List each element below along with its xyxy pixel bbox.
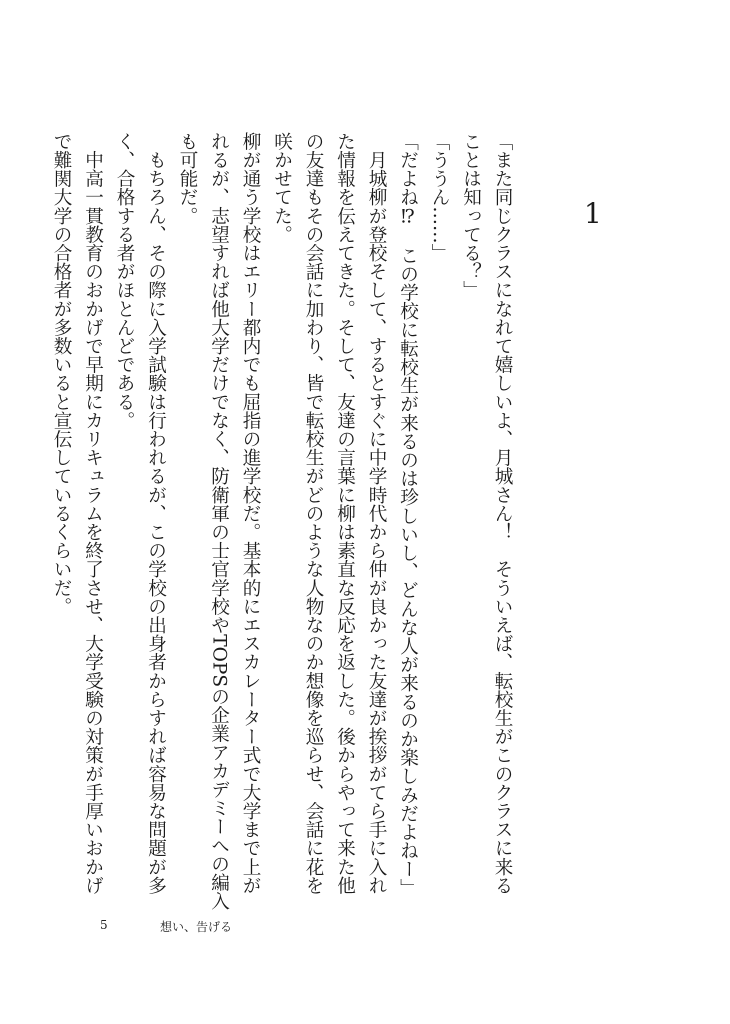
chapter-number: 1 xyxy=(584,197,602,230)
page-number: 5 xyxy=(100,918,108,932)
body-text xyxy=(46,132,519,912)
running-title: 想い、告げる xyxy=(160,920,233,934)
paragraph-2: 「ううん……」 xyxy=(429,132,450,263)
paragraph-6: もちろん、その際に入学試験は行われるが、この学校の出身者からすれば容易な問題が多く、合格する者がほとんどである。 xyxy=(114,132,167,895)
paragraph-1: 「また同じクラスになれて嬉しいよ、月城さん！ そういえば、転校生がこのクラスに来ることは知ってる？」 xyxy=(460,132,513,895)
paragraph-4: 月城柳が登校そして、するとすぐに中学時代から仲が良かった友達が挨拶がてら手に入れた情報を伝えてきた。そして、友達の言葉に柳は素直な反応を返した。後からやって来た他の友達もその会話に加わり、皆で転校生がどのような人物なのか想像を巡らせ、会話に花を咲かせてた。 xyxy=(271,132,387,895)
paragraph-3: 「だよね⁉ この学校に転校生が来るのは珍しいし、どんな人が来るのか楽しみだよねー」 xyxy=(397,132,419,897)
paragraph-5: 柳が通う学校はエリー都内でも屈指の進学校だ。基本的にエスカレーター式で大学まで上がれるが、志望すれば他大学だけでなく、防衛軍の士官学校やTOPSの企業アカデミーへの編入も可能だ。 xyxy=(177,132,261,911)
paragraph-7: 中高一貫教育のおかげで早期にカリキュラムを終了させ、大学受験の対策が手厚いおかげで難関大学の合格者が多数いると宣伝しているくらいだ。 xyxy=(51,132,104,895)
